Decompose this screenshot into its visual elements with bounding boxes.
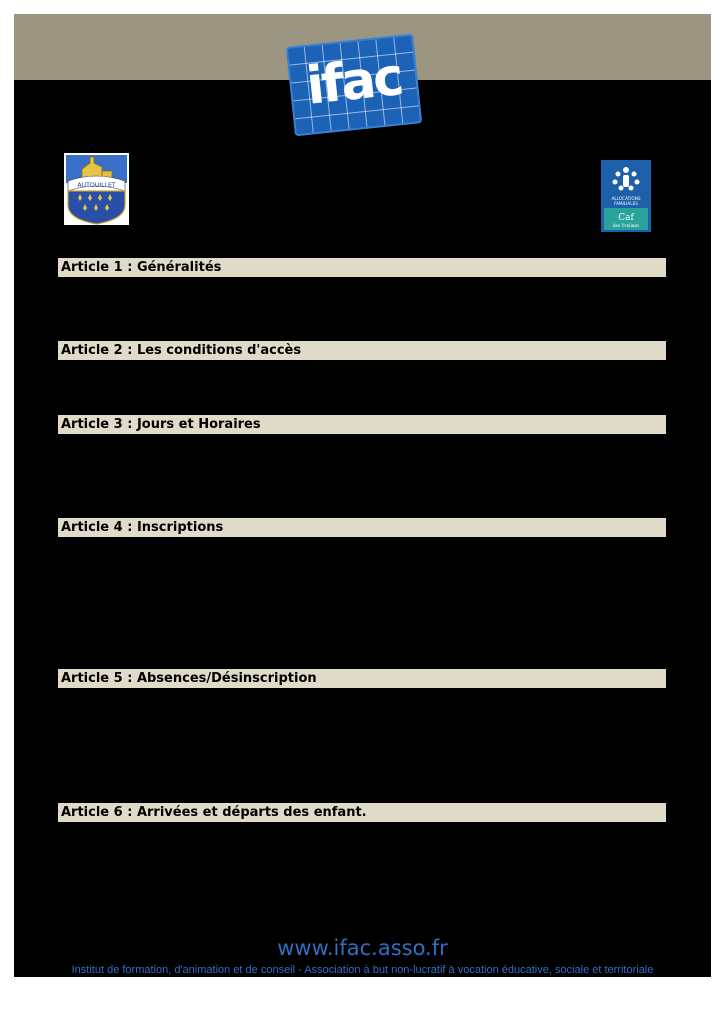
ifac-logo-text: ifac <box>303 47 404 117</box>
article-4-heading: Article 4 : Inscriptions <box>58 518 666 537</box>
document-page <box>14 14 711 977</box>
article-2-heading: Article 2 : Les conditions d'accès <box>58 341 666 360</box>
article-1-heading: Article 1 : Généralités <box>58 258 666 277</box>
caf-line1: ALLOCATIONS <box>611 196 641 201</box>
crest-banner-text: AUTOUILLET <box>77 182 116 189</box>
caf-region: des Yvelines <box>612 223 640 228</box>
article-5-heading: Article 5 : Absences/Désinscription <box>58 669 666 688</box>
article-3-heading: Article 3 : Jours et Horaires <box>58 415 666 434</box>
autouillet-crest <box>64 153 129 225</box>
caf-line2: FAMILIALES <box>614 201 638 206</box>
footer-url[interactable]: www.ifac.asso.fr <box>277 936 448 960</box>
caf-logo <box>601 160 651 232</box>
footer-tagline: Institut de formation, d'animation et de conseil - Association à but non-lucratif à vocation éducative, sociale et territoriale <box>71 964 654 976</box>
ifac-logo <box>286 34 423 137</box>
caf-name: Caf <box>618 213 634 223</box>
article-6-heading: Article 6 : Arrivées et départs des enfant. <box>58 803 666 822</box>
